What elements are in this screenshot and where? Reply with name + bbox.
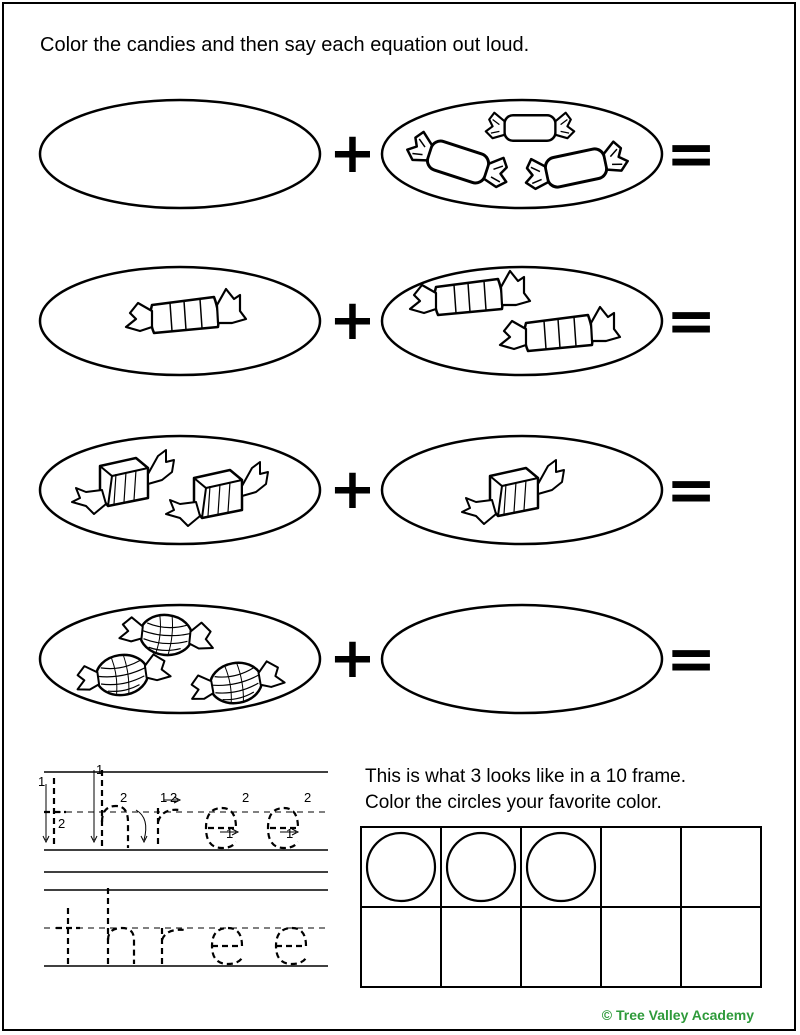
ten-frame-circle[interactable] xyxy=(367,833,435,901)
ten-frame-circle[interactable] xyxy=(527,833,595,901)
stroke-number: 1 xyxy=(286,826,294,841)
stroke-numbers xyxy=(38,762,311,841)
wrapped-candy-icon xyxy=(486,113,574,141)
empty-oval[interactable] xyxy=(380,603,664,715)
plus-sign: + xyxy=(329,121,376,186)
stroke-number: 1 xyxy=(38,774,46,789)
equals-sign: = xyxy=(666,286,717,356)
candy-oval[interactable] xyxy=(38,603,322,715)
stroke-number: 2 xyxy=(242,790,250,805)
equation-row-1 xyxy=(0,88,800,218)
stroke-number: 1 xyxy=(96,762,104,777)
traced-word-plain xyxy=(56,888,306,964)
candy-oval[interactable] xyxy=(380,265,664,377)
stroke-number: 2 xyxy=(304,790,312,805)
ten-frame-cell[interactable] xyxy=(441,907,521,987)
ten-frame-instructions xyxy=(365,764,686,816)
candy-oval[interactable] xyxy=(38,265,322,377)
candy-oval[interactable] xyxy=(38,434,322,546)
equation-row-2 xyxy=(0,255,800,385)
stroke-arrows xyxy=(43,770,298,842)
tracing-area[interactable] xyxy=(40,760,330,980)
ten-frame-cell[interactable] xyxy=(681,907,761,987)
ten-frame-cell[interactable] xyxy=(521,907,601,987)
ten-frame-circle[interactable] xyxy=(447,833,515,901)
instructions-text: Color the candies and then say each equation out loud. xyxy=(40,34,530,56)
stroke-number: 2 xyxy=(58,816,66,831)
stroke-number: 1 xyxy=(226,826,234,841)
ten-frame-cell[interactable] xyxy=(361,907,441,987)
equation-row-3 xyxy=(0,424,800,554)
ten-frame-line-2: Color the circles your favorite color. xyxy=(365,792,662,813)
plus-sign: + xyxy=(329,457,376,522)
copyright-text: © Tree Valley Academy xyxy=(601,1007,754,1023)
equals-sign: = xyxy=(666,624,717,694)
traced-word-guided xyxy=(44,770,298,848)
equation-row-4 xyxy=(0,593,800,723)
stroke-number: 2 xyxy=(170,790,178,805)
candy-oval[interactable] xyxy=(380,434,664,546)
stroke-number: 2 xyxy=(120,790,128,805)
equals-sign: = xyxy=(666,119,717,189)
empty-oval[interactable] xyxy=(38,98,322,210)
plus-sign: + xyxy=(329,288,376,353)
ten-frame-cell[interactable] xyxy=(601,827,681,907)
ten-frame[interactable] xyxy=(360,826,762,988)
ten-frame-line-1: This is what 3 looks like in a 10 frame. xyxy=(365,766,687,787)
stroke-number: 1 xyxy=(160,790,168,805)
plus-sign: + xyxy=(329,626,376,691)
ten-frame-cell[interactable] xyxy=(601,907,681,987)
equals-sign: = xyxy=(666,455,717,525)
candy-oval[interactable] xyxy=(380,98,664,210)
ten-frame-cell[interactable] xyxy=(681,827,761,907)
